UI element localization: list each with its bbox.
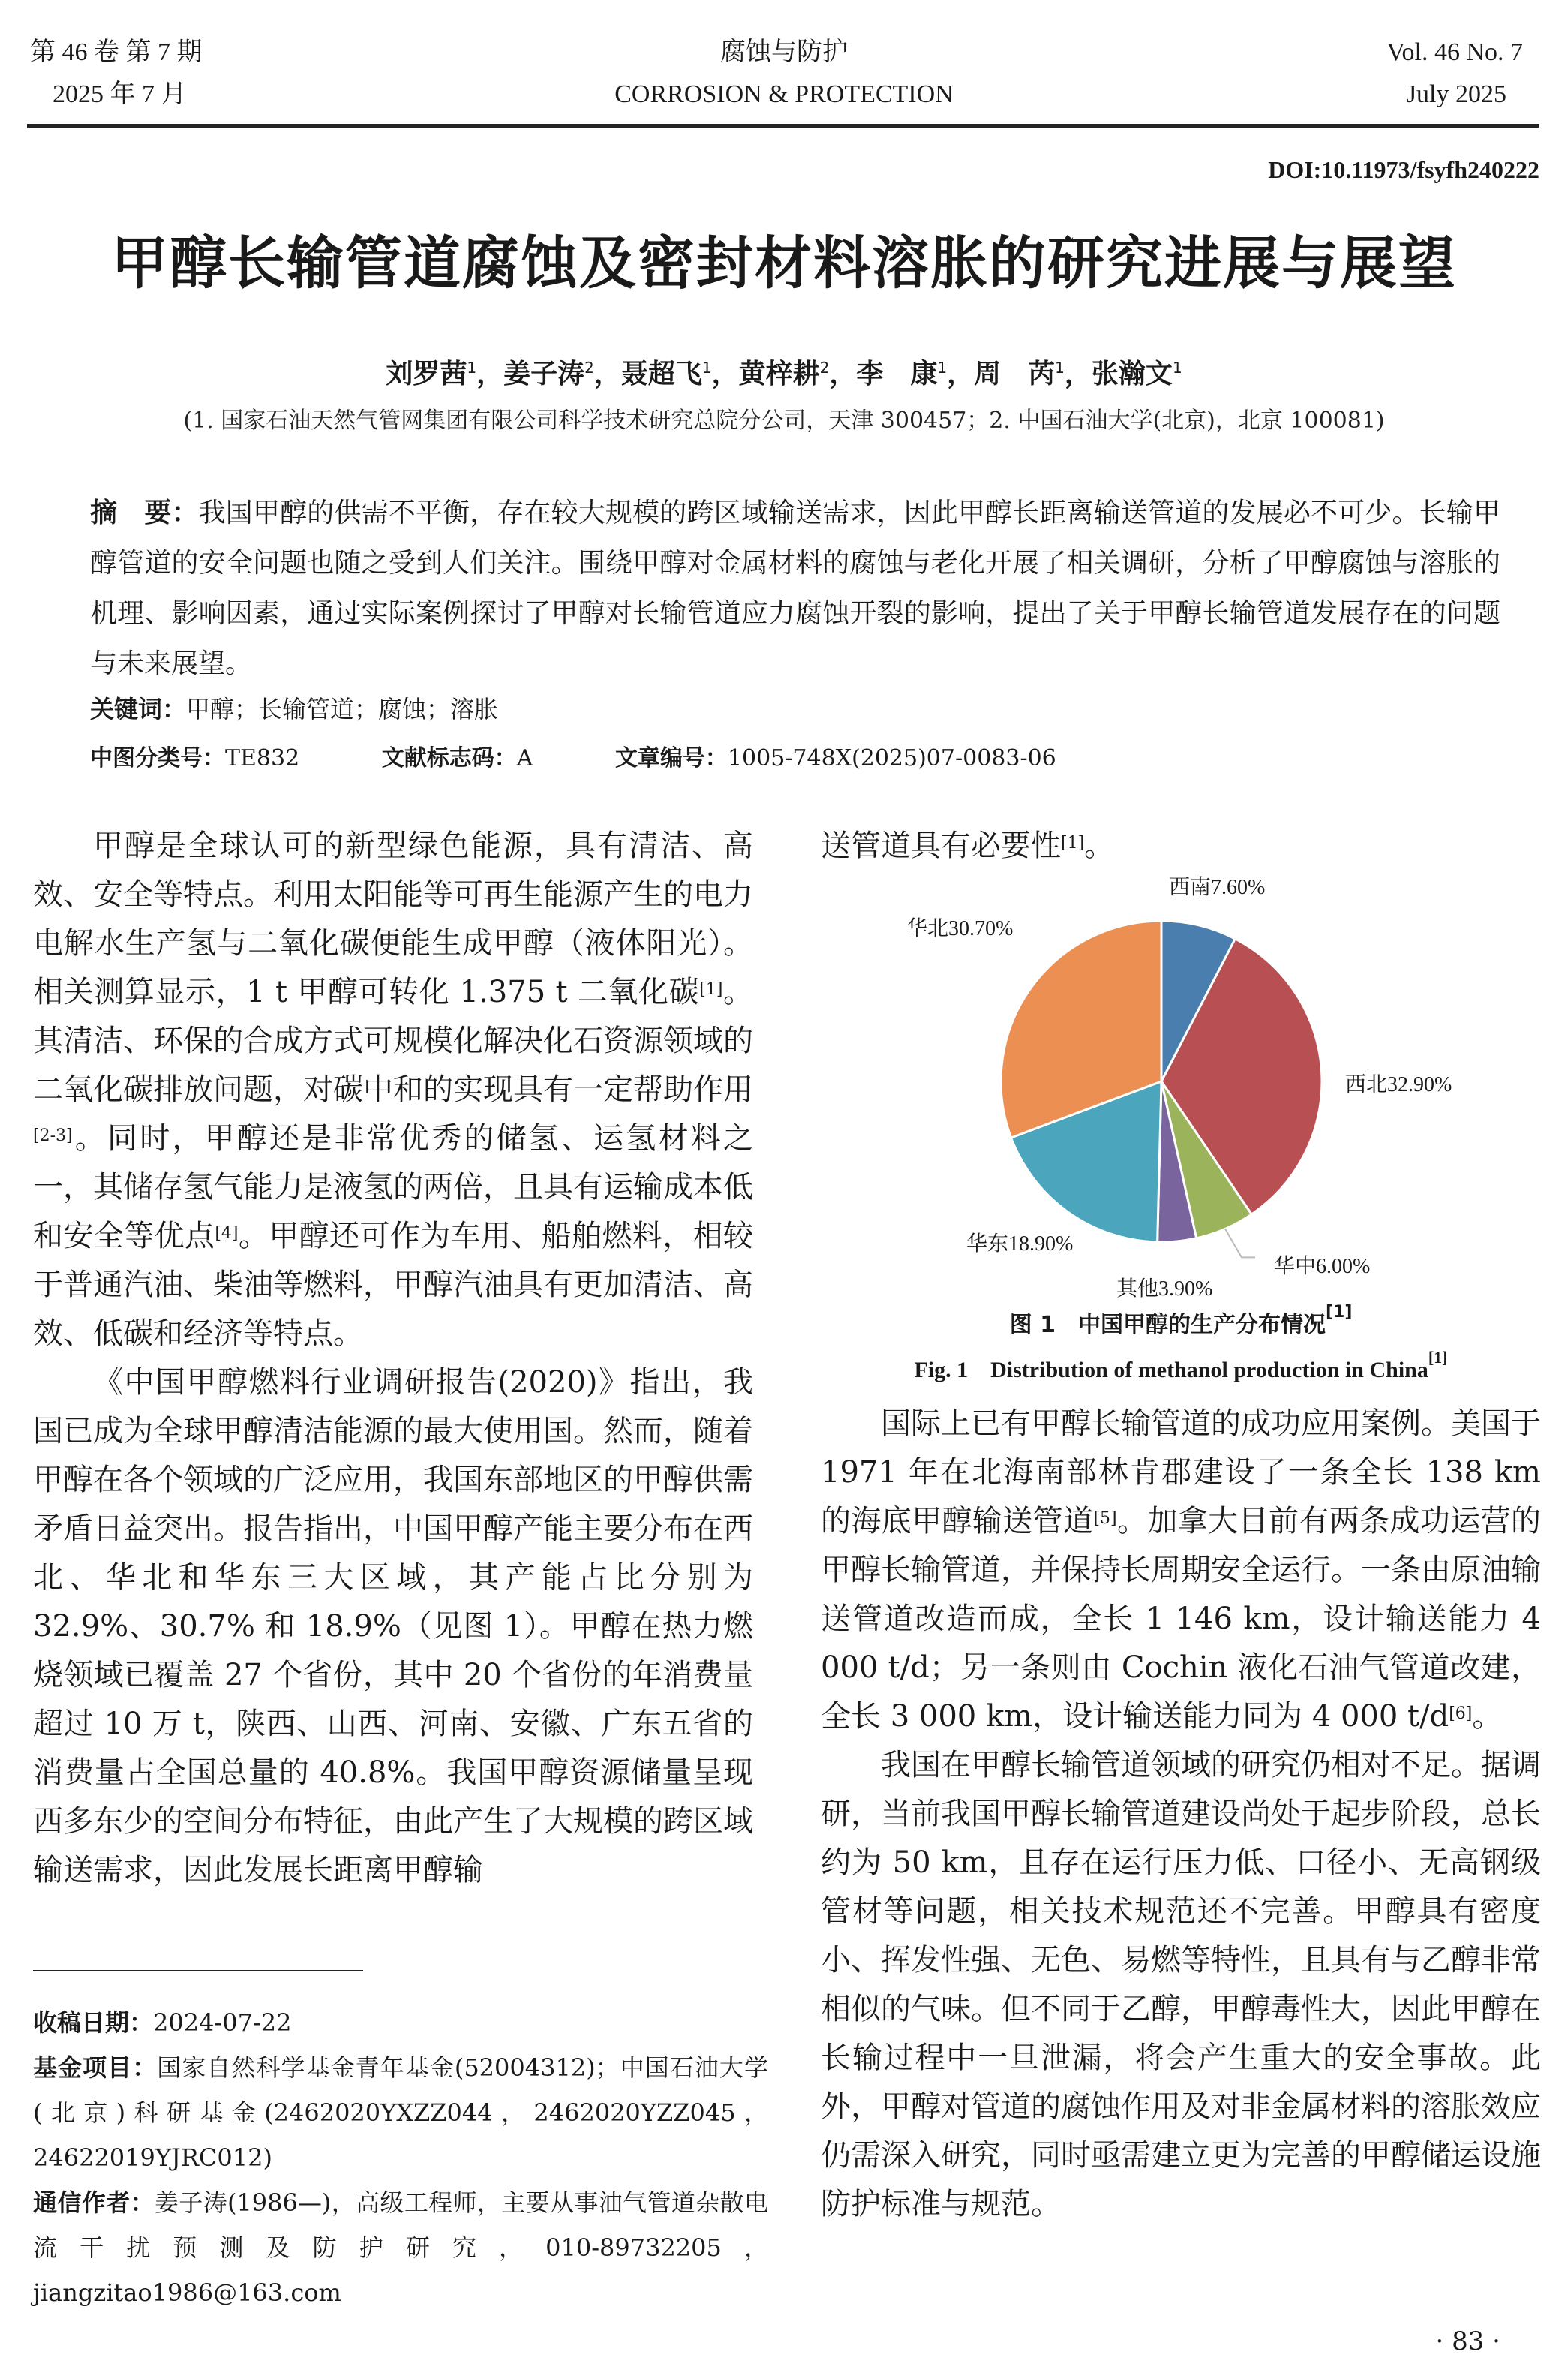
keywords-label: 关键词： [90, 695, 187, 723]
fund-project [33, 2045, 768, 2180]
corresponding-author [33, 2180, 768, 2315]
body-paragraph [821, 822, 1541, 871]
footnotes [33, 2000, 768, 2315]
author-affiliation-mark: 1 [1055, 359, 1065, 377]
doc-code-label: 文献标志码： [381, 745, 517, 771]
figure-caption-cn-text: 图 1 中国甲醇的生产分布情况 [1009, 1312, 1326, 1338]
pie-label: 西南7.60% [1169, 876, 1266, 899]
figure-caption-en-ref[interactable]: [1] [1428, 1348, 1448, 1367]
volume-number-en: Vol. 46 No. 7 [1386, 38, 1523, 66]
keywords-text: 甲醇；长输管道；腐蚀；溶胀 [186, 695, 499, 723]
abstract-text: 我国甲醇的供需不平衡，存在较大规模的跨区域输送需求，因此甲醇长距离输送管道的发展必不可少。长输甲醇管道的安全问题也随之受到人们关注。围绕甲醇对金属材料的腐蚀与老化开展了相关调研，分析了甲醇腐蚀与溶胀的机理、影响因素，通过实际案例探讨了甲醇对长输管道应力腐蚀开裂的影响，提出了关于甲醇长输管道发展存在的问题与未来展望。 [90, 498, 1500, 679]
body-paragraph [821, 1400, 1541, 1741]
citation-ref[interactable]: [1] [699, 980, 723, 999]
pie-label: 西北32.90% [1345, 1073, 1452, 1096]
page-number: · 83 · [1435, 2326, 1500, 2356]
body-paragraph [33, 1358, 753, 1895]
body-text: 。甲醇还可作为车用、船舶燃料，相较于普通汽油、柴油等燃料，甲醇汽油具有更加清洁、高效、低碳和经济等特点。 [33, 1219, 754, 1351]
body-text: 送管道具有必要性 [821, 829, 1061, 863]
author-affiliation-mark: 2 [819, 359, 830, 377]
issue-date: 2025 年 7 月 [53, 80, 187, 108]
clc-label: 中图分类号： [90, 745, 225, 771]
paper-title: 甲醇长输管道腐蚀及密封材料溶胀的研究进展与展望 [111, 230, 1457, 296]
footnote-rule [33, 1970, 363, 1971]
received-value: 2024-07-22 [153, 2008, 292, 2037]
keywords [90, 690, 498, 725]
body-column-left [33, 822, 753, 1895]
body-text: 。 [1084, 829, 1115, 863]
author-name: 周 芮 [974, 359, 1056, 389]
pie-label: 其他3.90% [1116, 1277, 1213, 1301]
journal-name-en: CORROSION & PROTECTION [614, 80, 954, 108]
author-separator: ， [711, 359, 739, 389]
abstract-label: 摘 要： [90, 498, 199, 528]
author-list [0, 353, 1568, 391]
journal-name-cn: 腐蚀与防护 [720, 38, 848, 66]
author-separator: ， [829, 359, 857, 389]
article-no-label: 文章编号： [614, 745, 728, 771]
pie-leader-line [1225, 1229, 1255, 1257]
received-label: 收稿日期： [33, 2008, 154, 2037]
body-paragraph [821, 1741, 1541, 2229]
citation-ref[interactable]: [1] [1061, 834, 1085, 853]
body-paragraph [33, 822, 753, 1358]
corr-value: 姜子涛(1986—)，高级工程师，主要从事油气管道杂散电流干扰预测及防护研究，010-89732205，jiangzitao1986@163.com [33, 2188, 768, 2307]
author-separator: ， [947, 359, 975, 389]
author-name: 刘罗茜 [386, 359, 467, 389]
body-column-right-continuation [821, 822, 1541, 871]
author-name: 聂超飞 [620, 359, 702, 389]
body-text: 国际上已有甲醇长输管道的成功应用案例。美国于 1971 年在北海南部林肯郡建设了一条全长 138 km 的海底甲醇输送管道 [821, 1406, 1541, 1538]
author-separator: ， [476, 359, 504, 389]
body-text: 。同时，甲醇还是非常优秀的储氢、运氢材料之一，其储存氢气能力是液氢的两倍，且具有运输成本低和安全等优点 [33, 1121, 753, 1253]
body-text: 。加拿大目前有两条成功运营的甲醇长输管道，并保持长周期安全运行。一条由原油输送管道改造而成，全长 1 146 km，设计输送能力 4 000 t/d；另一条则由 Cochin 液化石油气管道改建，全长 3 000 km，设计输送能力同为 4 000 t/d [821, 1504, 1542, 1734]
abstract [90, 488, 1500, 689]
author-separator: ， [1064, 359, 1092, 389]
author-name: 李 康 [856, 359, 938, 389]
author-name: 姜子涛 [503, 359, 585, 389]
author-affiliation-mark: 1 [701, 359, 712, 377]
article-no-value: 1005-748X(2025)07-0083-06 [727, 745, 1056, 771]
classification-line [90, 739, 1131, 772]
figure-caption-cn [821, 1303, 1541, 1339]
corr-label: 通信作者： [33, 2188, 155, 2217]
figure-caption-cn-ref[interactable]: [1] [1325, 1303, 1353, 1322]
author-separator: ， [593, 359, 621, 389]
pie-label: 华中6.00% [1274, 1255, 1371, 1278]
issue-date-en: July 2025 [1406, 80, 1506, 108]
author-affiliation-mark: 2 [584, 359, 594, 377]
author-name: 黄梓耕 [738, 359, 820, 389]
citation-ref[interactable]: [5] [1093, 1509, 1117, 1528]
body-text: 。其清洁、环保的合成方式可规模化解决化石资源领域的二氧化碳排放问题，对碳中和的实现具有一定帮助作用 [33, 975, 754, 1107]
citation-ref[interactable]: [6] [1449, 1704, 1473, 1723]
pie-label: 华北30.70% [906, 917, 1014, 940]
body-text: 《中国甲醇燃料行业调研报告(2020)》指出，我国已成为全球甲醇清洁能源的最大使用国。然而，随着甲醇在各个领域的广泛应用，我国东部地区的甲醇供需矛盾日益突出。报告指出，中国甲醇产能主要分布在西北、华北和华东三大区域，其产能占比分别为 32.9%、30.7% 和 18.9%（见图 1）。甲醇在热力燃烧领域已覆盖 27 个省份，其中 20 个省份的年消费量超过 10 万 t，陕西、山西、河南、安徽、广东五省的消费量占全国总量的 40.8%。我国甲醇资源储量呈现西多东少的空间分布特征，由此产生了大规模的跨区域输送需求，因此发展长距离甲醇输 [33, 1365, 753, 1887]
author-affiliation-mark: 1 [467, 359, 477, 377]
body-text: 甲醇是全球认可的新型绿色能源，具有清洁、高效、安全等特点。利用太阳能等可再生能源产生的电力电解水生产氢与二氧化碳便能生成甲醇（液体阳光）。相关测算显示，1 t 甲醇可转化 1.375 t 二氧化碳 [33, 829, 753, 1009]
author-name: 张瀚文 [1091, 359, 1173, 389]
author-affiliation-mark: 1 [1172, 359, 1182, 377]
figure-caption-en-text: Fig. 1 Distribution of methanol production in China [914, 1358, 1428, 1382]
citation-ref[interactable]: [4] [215, 1224, 239, 1243]
affiliations: (1. 国家石油天然气管网集团有限公司科学技术研究总院分公司，天津 300457；2. 中国石油大学(北京)，北京 100081) [183, 408, 1385, 434]
clc-value: TE832 [225, 745, 300, 771]
header-rule [27, 124, 1539, 128]
body-column-right [821, 1400, 1541, 2229]
fund-value: 国家自然科学基金青年基金(52004312)；中国石油大学(北京)科研基金(2462020YXZZ044，2462020YZZ045，24622019YJRC012) [33, 2053, 768, 2172]
fund-label: 基金项目： [33, 2053, 158, 2082]
pie-label: 华东18.90% [966, 1232, 1074, 1256]
author-affiliation-mark: 1 [937, 359, 948, 377]
body-text: 我国在甲醇长输管道领域的研究仍相对不足。据调研，当前我国甲醇长输管道建设尚处于起步阶段，总长约为 50 km，且存在运行压力低、口径小、无高钢级管材等问题，相关技术规范还不完善。甲醇具有密度小、挥发性强、无色、易燃等特性，且具有与乙醇非常相似的气味。但不同于乙醇，甲醇毒性大，因此甲醇在长输过程中一旦泄漏，将会产生重大的安全事故。此外，甲醇对管道的腐蚀作用及对非金属材料的溶胀效应仍需深入研究，同时亟需建立更为完善的甲醇储运设施防护标准与规范。 [821, 1748, 1541, 2221]
body-text: 。 [1472, 1699, 1503, 1734]
figure-caption-en [821, 1348, 1541, 1384]
doc-code-value: A [516, 745, 533, 771]
doi[interactable]: DOI:10.11973/fsyfh240222 [1268, 156, 1539, 183]
citation-ref[interactable]: [2-3] [33, 1126, 73, 1145]
received-date [33, 2000, 768, 2045]
issue-volume: 第 46 卷 第 7 期 [30, 38, 203, 66]
